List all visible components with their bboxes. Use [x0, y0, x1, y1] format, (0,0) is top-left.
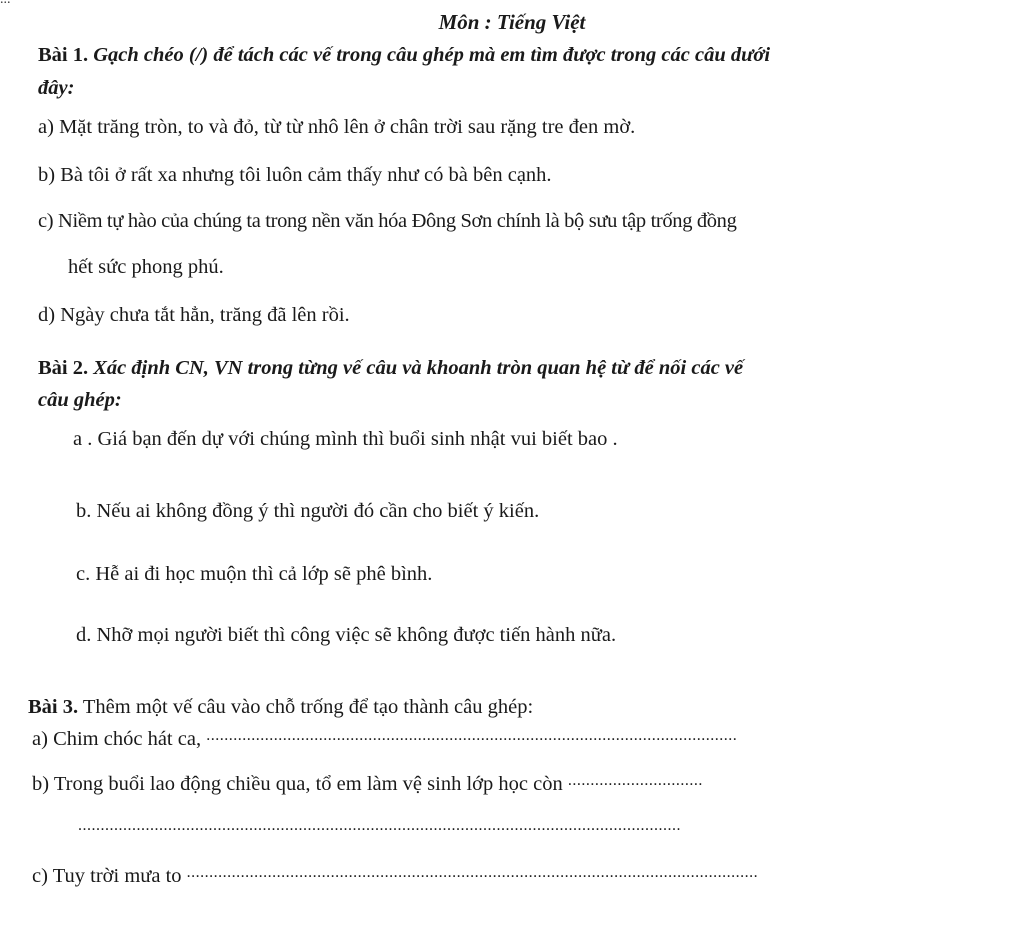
- answer-blank[interactable]: ..............................: [567, 772, 703, 789]
- bai1-instruction-line2: đây:: [38, 77, 75, 99]
- item-text: Trong buổi lao động chiều qua, tổ em làm vệ sinh lớp học còn: [53, 773, 563, 795]
- bai3-item-c: [32, 864, 902, 888]
- bai2-heading: [38, 353, 743, 383]
- bai3-item-a: [32, 727, 876, 751]
- bai3-item-b: [32, 772, 748, 796]
- bai1-item-b: [38, 164, 552, 187]
- answer-blank-line[interactable]: ......................................................................................................................................: [78, 817, 681, 834]
- bai3-label: Bài 3.: [28, 696, 79, 718]
- subject-title: Môn : Tiếng Việt: [438, 10, 586, 34]
- item-text: Niềm tự hào của chúng ta trong nền văn hóa Đông Sơn chính là bộ sưu tập trống đồng: [58, 210, 737, 232]
- bai2-item-c: c. Hễ ai đi học muộn thì cả lớp sẽ phê bình.: [76, 563, 433, 585]
- bai2-item-b: b. Nếu ai không đồng ý thì người đó cần cho biết ý kiến.: [76, 500, 540, 522]
- bai1-item-c-continuation: [68, 256, 224, 279]
- bai1-item-a: [38, 116, 635, 139]
- bai3-heading: [28, 692, 533, 722]
- bai1-item-d: [38, 304, 350, 327]
- answer-blank[interactable]: ...............................................................................................................................: [186, 864, 759, 881]
- bai2-instruction-line1: Xác định CN, VN trong từng vế câu và khoanh tròn quan hệ từ để nối các vế: [93, 357, 744, 379]
- bai1-instruction-line1: Gạch chéo (/) để tách các vế trong câu ghép mà em tìm được trong các câu dưới: [93, 44, 771, 66]
- bai1-heading-cont: [38, 73, 74, 103]
- item-marker: b): [38, 164, 56, 186]
- item-marker: d): [38, 304, 56, 326]
- bai3-instruction: Thêm một vế câu vào chỗ trống để tạo thành câu ghép:: [82, 696, 534, 718]
- bai2-instruction-line2: câu ghép:: [38, 389, 122, 411]
- item-marker: a): [38, 116, 54, 138]
- bai2-label: Bài 2.: [38, 357, 89, 379]
- item-marker: c): [32, 865, 48, 887]
- item-text: Ngày chưa tắt hẳn, trăng đã lên rồi.: [60, 304, 350, 326]
- answer-blank[interactable]: ......................................................................................................................: [206, 727, 738, 744]
- bai2-item-a: a . Giá bạn đến dự với chúng mình thì buổi sinh nhật vui biết bao .: [73, 428, 618, 450]
- item-marker: a): [32, 728, 48, 750]
- bai2-heading-cont: [38, 385, 122, 415]
- item-text-cont: hết sức phong phú.: [68, 256, 224, 278]
- item-text: Bà tôi ở rất xa nhưng tôi luôn cảm thấy như có bà bên cạnh.: [60, 164, 552, 186]
- bai1-heading: [38, 40, 770, 70]
- bai1-label: Bài 1.: [38, 44, 89, 66]
- bai3-item-b-continuation: [78, 817, 918, 841]
- item-text: Tuy trời mưa to: [52, 865, 182, 887]
- item-text: Mặt trăng tròn, to và đỏ, từ từ nhô lên ở chân trời sau rặng tre đen mờ.: [59, 116, 636, 138]
- top-edge-mark: [0, 0, 11, 8]
- bai1-item-c: [38, 210, 736, 233]
- item-marker: c): [38, 210, 54, 232]
- item-text: Chim chóc hát ca,: [53, 728, 202, 750]
- item-marker: b): [32, 773, 50, 795]
- bai2-item-d: d. Nhỡ mọi người biết thì công việc sẽ không được tiến hành nữa.: [76, 624, 617, 646]
